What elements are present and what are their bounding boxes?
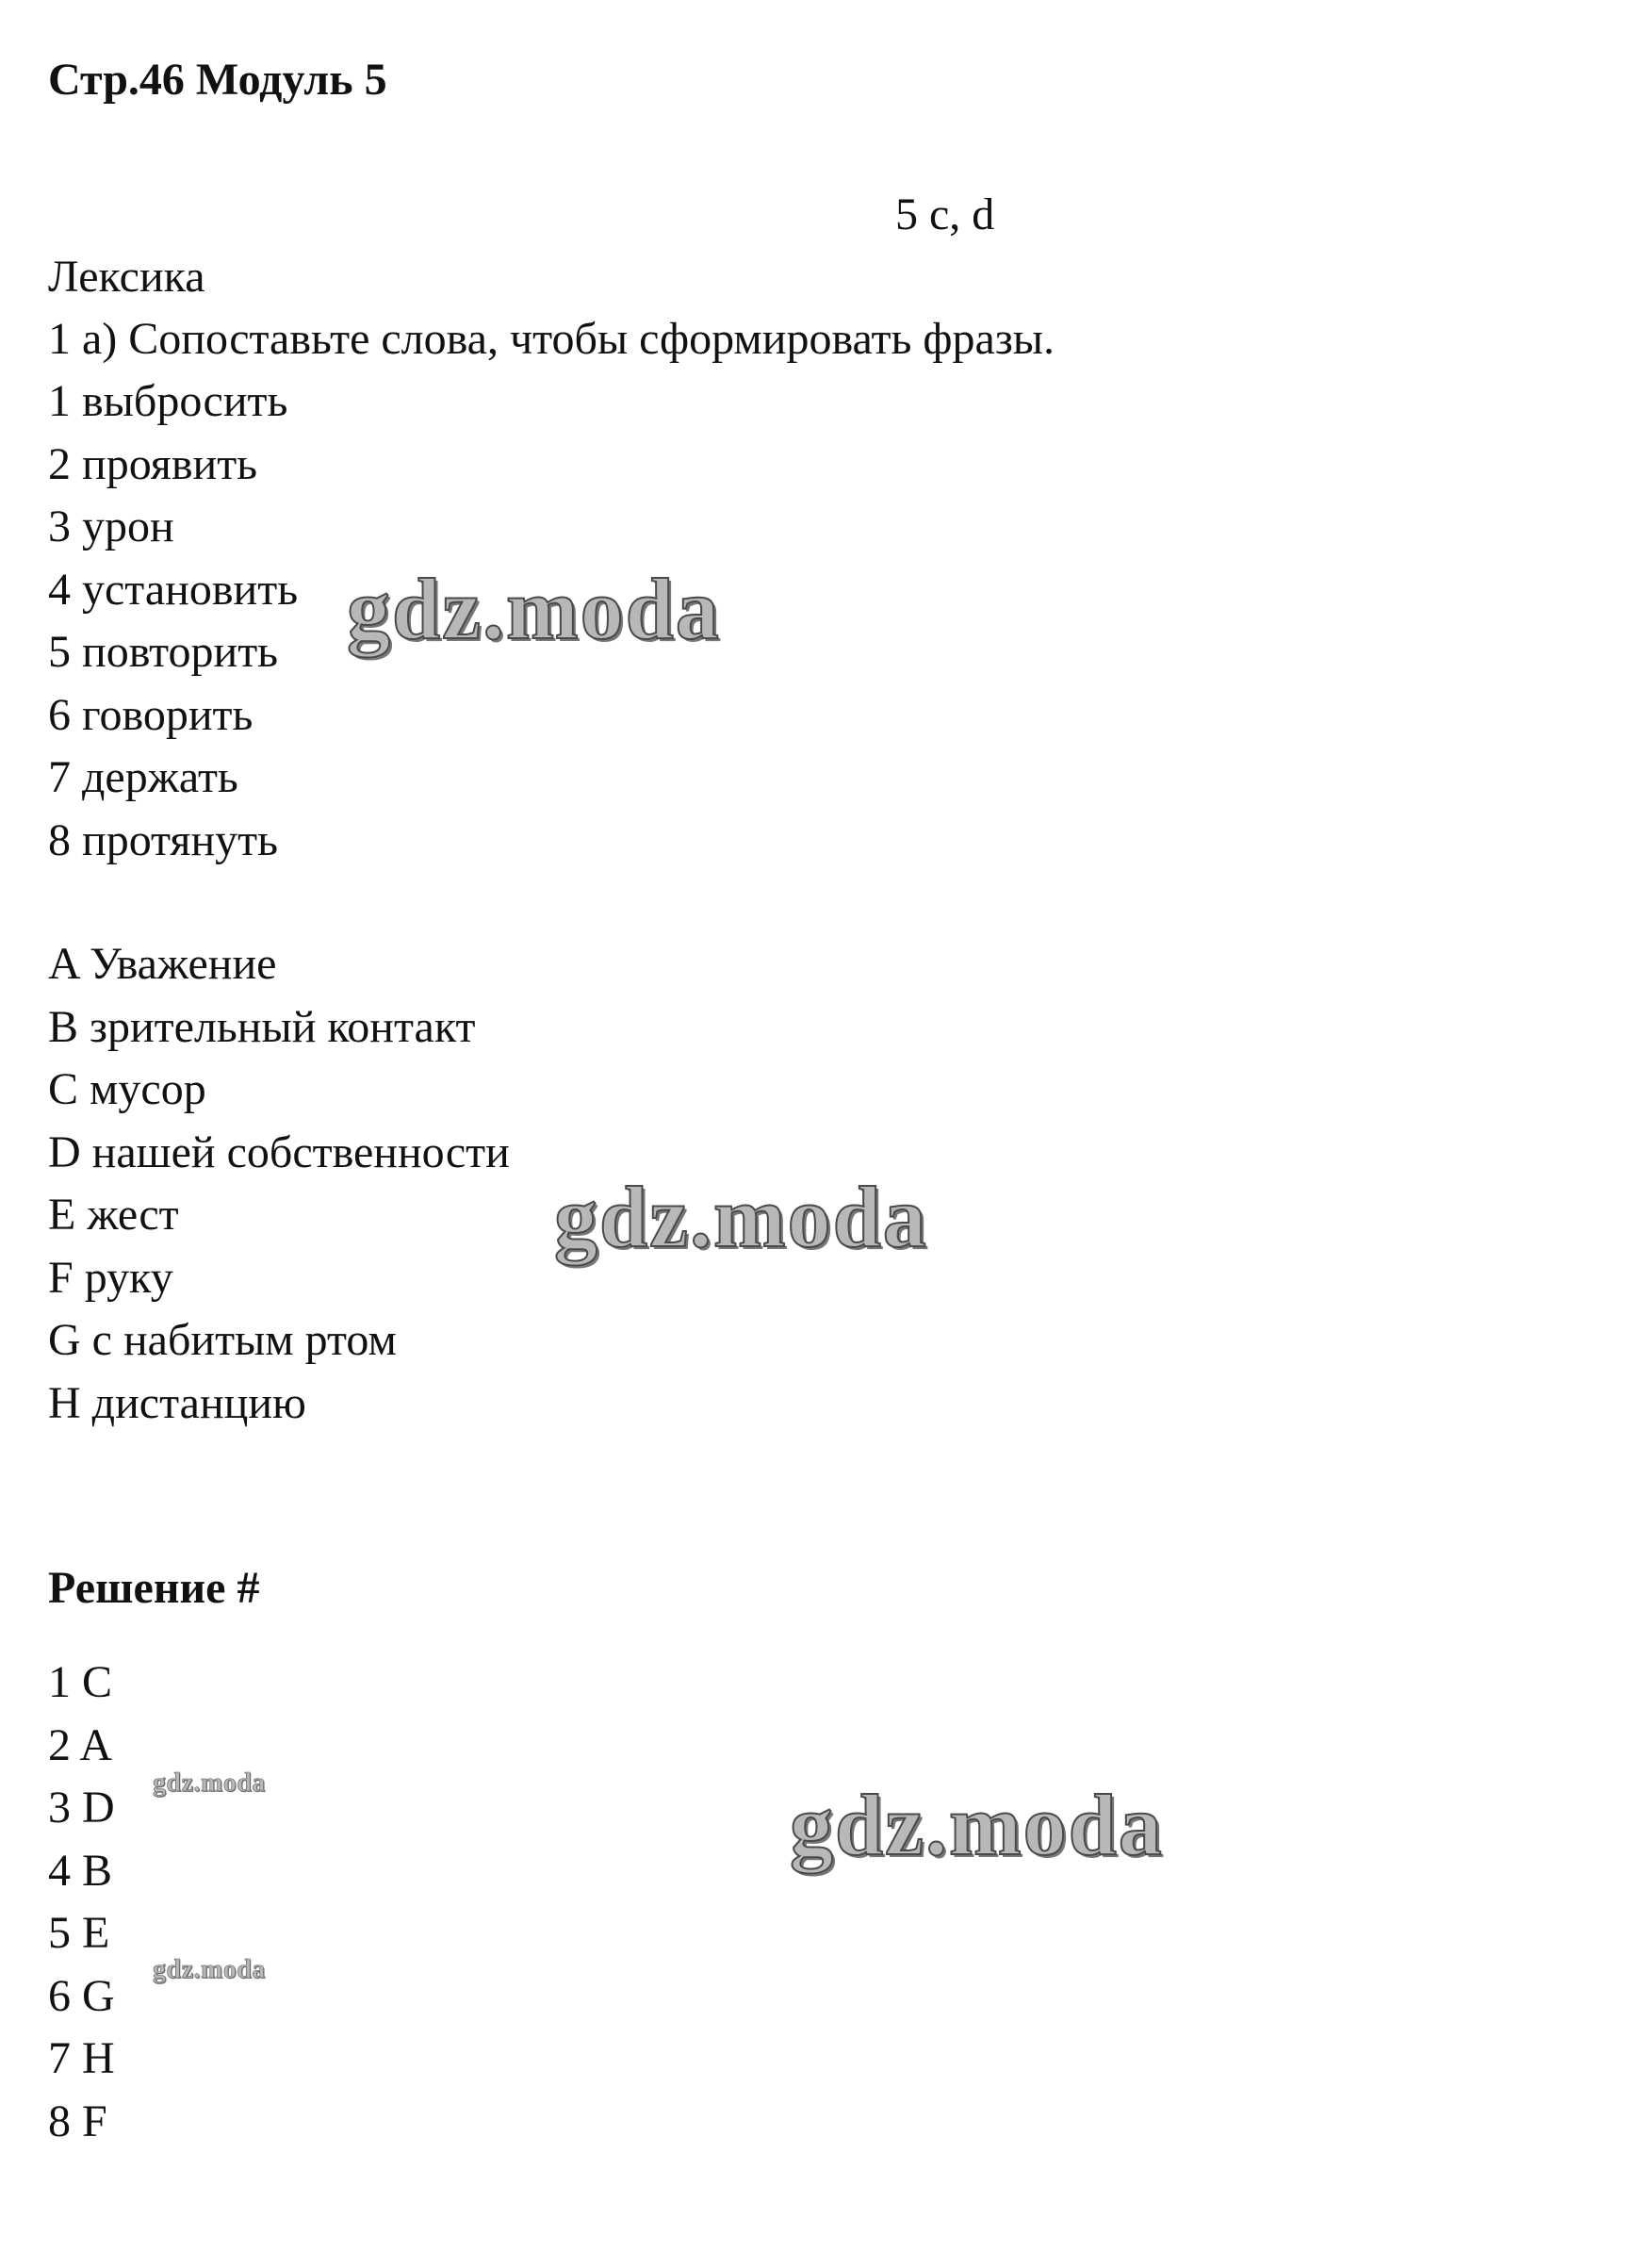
list-item: G с набитым ртом: [48, 1315, 397, 1365]
list-item: 3 урон: [48, 501, 174, 551]
list-item: 6 G: [48, 1970, 115, 2021]
list-item: E жест: [48, 1190, 179, 1240]
list-item: B зрительный контакт: [48, 1001, 476, 1052]
verb-list: [48, 370, 298, 872]
list-item: 7 держать: [48, 752, 238, 802]
watermark: gdz.moda: [153, 1955, 266, 1984]
list-item: 2 проявить: [48, 438, 258, 489]
list-item: A Уважение: [48, 939, 277, 989]
watermark: gdz.moda: [554, 1169, 928, 1265]
watermark: gdz.moda: [790, 1777, 1164, 1873]
list-item: 4 B: [48, 1845, 113, 1896]
list-item: 1 C: [48, 1657, 113, 1707]
list-item: C мусор: [48, 1064, 206, 1114]
section-title: Лексика: [48, 252, 205, 302]
page-title: Стр.46 Модуль 5: [48, 55, 387, 105]
list-item: H дистанцию: [48, 1377, 306, 1428]
noun-list: [48, 933, 510, 1435]
list-item: 2 A: [48, 1719, 113, 1770]
exercise-reference: 5 c, d: [895, 189, 995, 239]
list-item: 3 D: [48, 1783, 115, 1833]
list-item: 1 выбросить: [48, 376, 288, 426]
list-item: 4 установить: [48, 564, 299, 615]
list-item: 5 E: [48, 1908, 110, 1958]
list-item: 8 F: [48, 2096, 107, 2146]
list-item: 8 протянуть: [48, 814, 279, 865]
watermark: gdz.moda: [153, 1768, 266, 1798]
list-item: 7 H: [48, 2033, 115, 2083]
answer-list: [48, 1652, 115, 2153]
solution-title: Решение #: [48, 1563, 260, 1613]
watermark: gdz.moda: [347, 561, 721, 657]
task-instruction: 1 a) Сопоставьте слова, чтобы сформировать фразы.: [48, 314, 1055, 364]
list-item: 6 говорить: [48, 689, 254, 740]
list-item: D нашей собственности: [48, 1126, 510, 1177]
list-item: 5 повторить: [48, 627, 279, 677]
list-item: F руку: [48, 1252, 173, 1303]
